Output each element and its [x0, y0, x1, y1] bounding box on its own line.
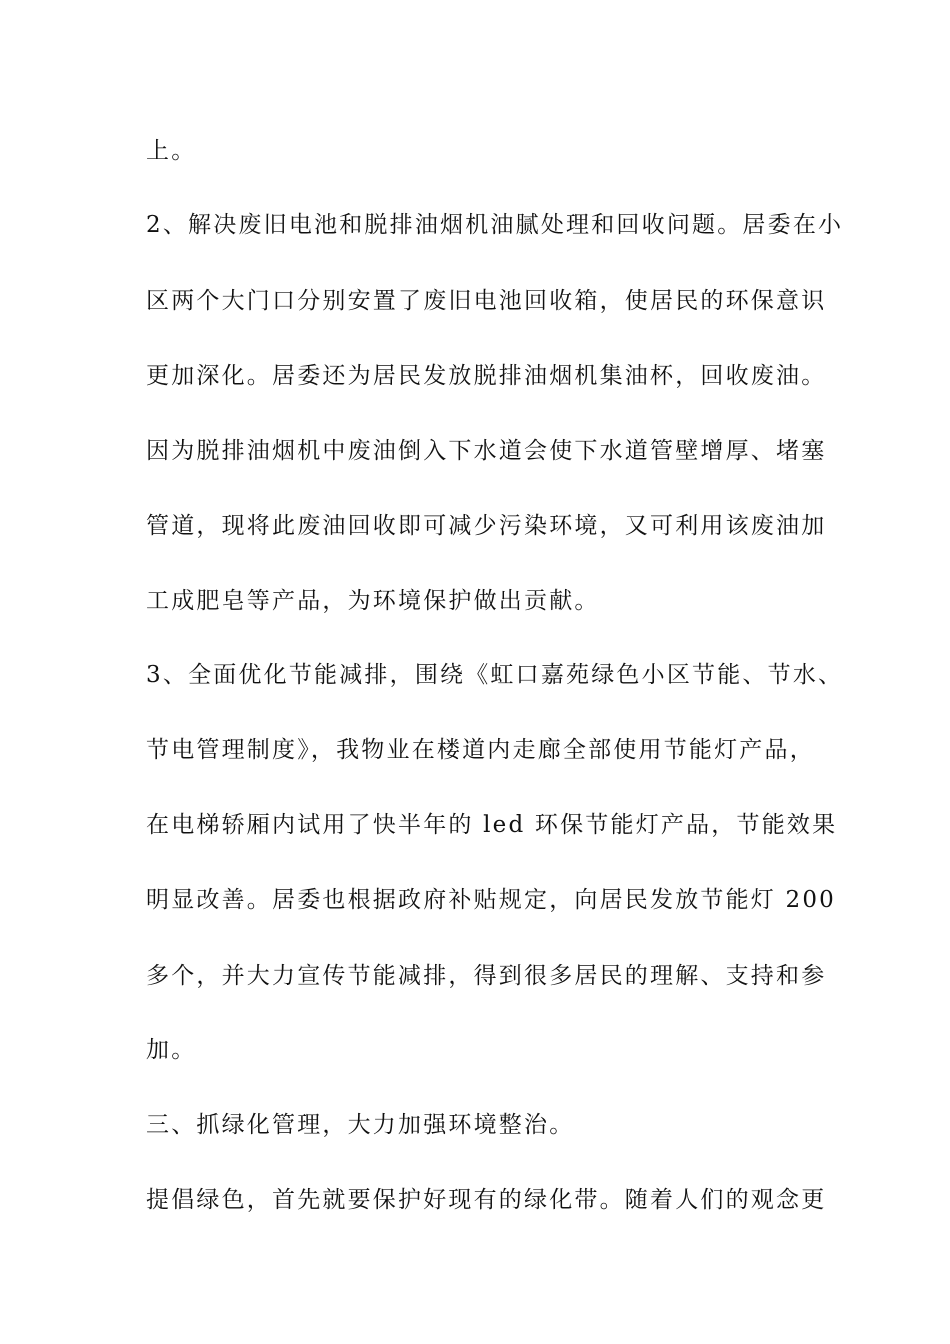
text-line: 多个，并大力宣传节能减排，得到很多居民的理解、支持和参 [146, 963, 827, 989]
text-line: 上。 [146, 138, 197, 164]
text-line: 工成肥皂等产品，为环境保护做出贡献。 [146, 588, 600, 614]
text-line: 在电梯轿厢内试用了快半年的 led 环保节能灯产品，节能效果 [146, 812, 838, 838]
text-line: 明显改善。居委也根据政府补贴规定，向居民发放节能灯 200 [146, 887, 837, 913]
text-line: 2、解决废旧电池和脱排油烟机油腻处理和回收问题。居委在小 [146, 212, 844, 238]
text-line: 区两个大门口分别安置了废旧电池回收箱，使居民的环保意识 [146, 288, 827, 314]
text-line: 更加深化。居委还为居民发放脱排油烟机集油杯，回收废油。 [146, 363, 827, 389]
text-line: 管道，现将此废油回收即可减少污染环境，又可利用该废油加 [146, 513, 827, 539]
text-line: 因为脱排油烟机中废油倒入下水道会使下水道管壁增厚、堵塞 [146, 438, 827, 464]
text-line: 提倡绿色，首先就要保护好现有的绿化带。随着人们的观念更 [146, 1187, 827, 1213]
text-line: 加。 [146, 1037, 197, 1063]
text-line: 节电管理制度》，我物业在楼道内走廊全部使用节能灯产品， [146, 737, 815, 763]
text-line: 3、全面优化节能减排，围绕《虹口嘉苑绿色小区节能、节水、 [146, 662, 844, 688]
text-line: 三、抓绿化管理，大力加强环境整治。 [146, 1112, 575, 1138]
